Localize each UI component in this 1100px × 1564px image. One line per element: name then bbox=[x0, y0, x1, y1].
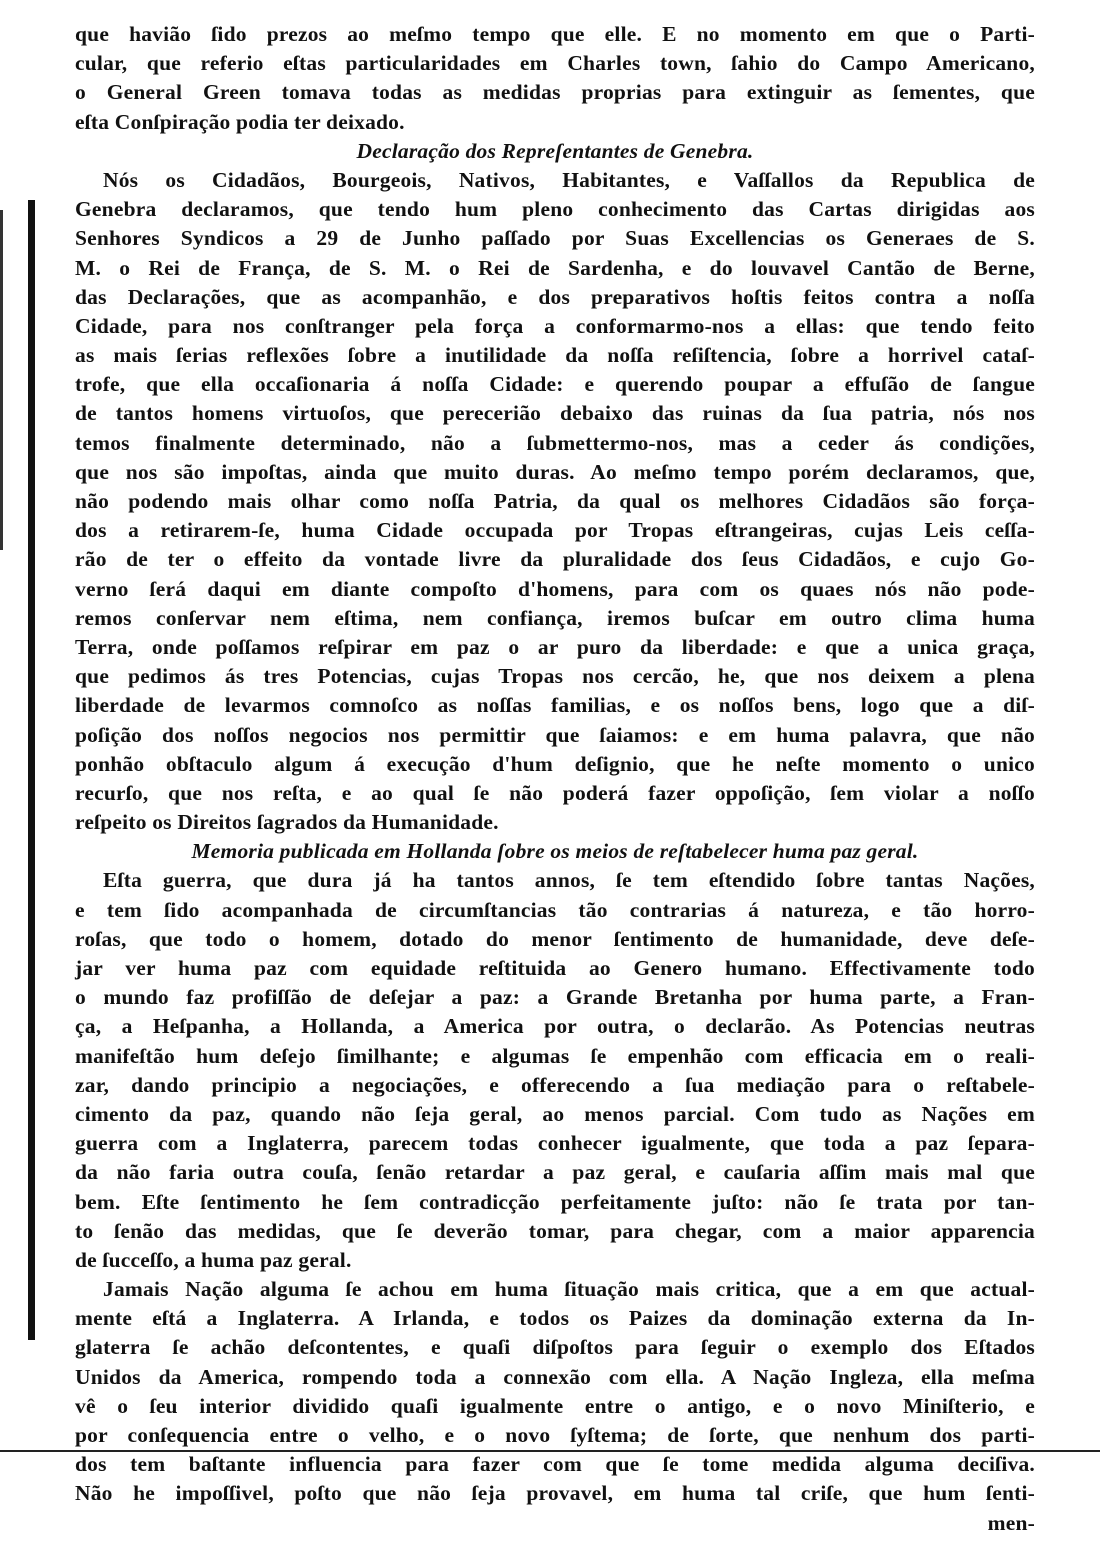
text-line: guerra com a Inglaterra, parecem todas conhecer igualmente, que toda a paz ſepara- bbox=[75, 1131, 1035, 1156]
text-line: dos a retirarem-ſe, huma Cidade occupada por Tropas eſtrangeiras, cujas Leis ceſſa- bbox=[75, 518, 1035, 543]
text-line: e tem ſido acompanhada de circumſtancias tão contrarias á natureza, e tão horro- bbox=[75, 897, 1035, 922]
text-line: Senhores Syndicos a 29 de Junho paſſado por Suas Excellencias os Generaes de S. bbox=[75, 226, 1035, 251]
text-line: jar ver huma paz com equidade reſtituida ao Genero humano. Effectivamente todo bbox=[75, 956, 1035, 980]
catchword: men- bbox=[987, 1510, 1035, 1535]
text-line: Jamais Nação alguma ſe achou em huma ſituação mais critica, que a em que actual- bbox=[103, 1277, 1035, 1302]
document-page bbox=[75, 20, 1035, 1538]
text-line: Nós os Cidadãos, Bourgeois, Nativos, Habitantes, e Vaſſallos da Republica de bbox=[103, 167, 1035, 192]
text-line: remos conſervar nem eſtima, nem confiança, iremos buſcar em outro clima huma bbox=[75, 605, 1035, 630]
text-line: cular, que referio eſtas particularidades em Charles town, ſahio do Campo Americano, bbox=[75, 51, 1035, 76]
text-line: Não he impoſſivel, poſto que não ſeja provavel, em huma tal criſe, que hum ſenti- bbox=[75, 1481, 1035, 1506]
text-line: reſpeito os Direitos ſagrados da Humanidade. bbox=[75, 810, 499, 835]
text-line: poſição dos noſſos negocios nos permittir que ſaiamos: e em huma palavra, que não bbox=[75, 722, 1035, 747]
text-line: cimento da paz, quando não ſeja geral, ao menos parcial. Com tudo as Nações em bbox=[75, 1101, 1035, 1126]
text-line: ponhão obſtaculo algum á execução d'hum deſignio, que he neſte momento o unico bbox=[75, 751, 1035, 776]
text-line: liberdade de levarmos comnoſco as noſſas familias, e os noſſos bens, logo que a diſ- bbox=[75, 693, 1035, 718]
text-line: zar, dando principio a negociações, e offerecendo a ſua mediação para o reſtabele- bbox=[75, 1072, 1035, 1097]
text-line: manifeſtão hum deſejo ſimilhante; e algumas ſe empenhão com efficacia em o reali- bbox=[75, 1043, 1035, 1068]
text-line: trofe, que ella occaſionaria á noſſa Cidade: e querendo poupar a effuſão de ſangue bbox=[75, 372, 1035, 397]
text-line: Cidade, para nos conſtranger pela força a conformarmo-nos a ellas: que tendo feito bbox=[75, 313, 1035, 338]
text-line: Terra, onde poſſamos reſpirar em paz o ar puro da liberdade: e que a unica graça, bbox=[75, 634, 1035, 659]
section-heading: Memoria publicada em Hollanda ſobre os meios de reſtabelecer huma paz geral. bbox=[191, 839, 919, 864]
text-line: não podendo mais olhar como noſſa Patria, da qual os melhores Cidadãos são força- bbox=[75, 489, 1035, 513]
text-line: Genebra declaramos, que tendo hum pleno conhecimento das Cartas dirigidas aos bbox=[75, 197, 1035, 222]
text-line: das Declarações, que as acompanhão, e dos preparativos hoſtis feitos contra a noſſa bbox=[75, 284, 1035, 309]
text-line: de ſucceſſo, a huma paz geral. bbox=[75, 1247, 352, 1272]
text-line: recurſo, que nos reſta, e ao qual ſe não poderá fazer oppoſição, ſem violar a noſſo bbox=[75, 780, 1035, 805]
text-line: verno ſerá daqui em diante compoſto d'homens, para com os quaes nós não pode- bbox=[75, 576, 1035, 601]
section-heading: Declaração dos Repreſentantes de Genebra. bbox=[356, 138, 754, 163]
text-line: eſta Conſpiração podia ter deixado. bbox=[75, 109, 405, 134]
text-line: por conſequencia entre o velho, e o novo ſyſtema; de ſorte, que nenhum dos parti- bbox=[75, 1423, 1035, 1447]
text-line: ça, a Heſpanha, a Hollanda, a America por outra, o declarão. As Potencias neutras bbox=[75, 1014, 1035, 1039]
text-line: rão de ter o effeito da vontade livre da pluralidade dos ſeus Cidadãos, e cujo Go- bbox=[75, 547, 1035, 572]
text-line: o General Green tomava todas as medidas proprias para extinguir as ſementes, que bbox=[75, 80, 1035, 105]
scan-edge-shadow bbox=[0, 210, 3, 550]
text-line: Unidos da America, rompendo toda a connexão com ella. A Nação Ingleza, ella meſma bbox=[75, 1364, 1035, 1389]
text-line: o mundo faz profiſſão de deſejar a paz: a Grande Bretanha por huma parte, a Fran- bbox=[75, 985, 1035, 1010]
text-line: glaterra ſe achão deſcontentes, e quaſi diſpoſtos para ſeguir o exemplo dos Eſtados bbox=[75, 1335, 1035, 1360]
text-line: mente eſtá a Inglaterra. A Irlanda, e todos os Paizes da dominação externa da In- bbox=[75, 1306, 1035, 1331]
binding-edge-bar bbox=[28, 200, 35, 1340]
text-line: M. o Rei de França, de S. M. o Rei de Sardenha, e do louvavel Cantão de Berne, bbox=[75, 255, 1035, 280]
text-line: to ſenão das medidas, que ſe deverão tomar, para chegar, com a maior apparencia bbox=[75, 1218, 1035, 1243]
text-line: de tantos homens virtuoſos, que perecerião debaixo das ruinas da ſua patria, nós nos bbox=[75, 401, 1035, 426]
text-line: as mais ſerias reflexões ſobre a inutilidade da noſſa reſiſtencia, ſobre a horrivel cataſ- bbox=[75, 343, 1035, 368]
text-line: roſas, que todo o homem, dotado do menor ſentimento de humanidade, deve deſe- bbox=[75, 926, 1035, 951]
text-line: temos finalmente determinado, não a ſubmettermo-nos, mas a ceder ás condições, bbox=[75, 430, 1035, 455]
text-line: que nos são impoſtas, ainda que muito duras. Ao meſmo tempo porém declaramos, que, bbox=[75, 459, 1035, 484]
text-line: bem. Eſte ſentimento he ſem contradicção perfeitamente juſto: não ſe trata por tan- bbox=[75, 1189, 1035, 1214]
text-line: que havião ſido prezos ao meſmo tempo que elle. E no momento em que o Parti- bbox=[75, 22, 1035, 46]
text-line: Eſta guerra, que dura já ha tantos annos, ſe tem eſtendido ſobre tantas Nações, bbox=[103, 868, 1035, 893]
text-line: vê o ſeu interior dividido quaſi igualmente entre o antigo, e o novo Miniſterio, e bbox=[75, 1393, 1035, 1418]
text-line: que pedimos ás tres Potencias, cujas Tropas nos cercão, he, que nos deixem a plena bbox=[75, 664, 1035, 689]
text-line: dos tem baſtante influencia para fazer com que ſe tome medida alguma deciſiva. bbox=[75, 1452, 1035, 1477]
text-line: da não faria outra couſa, ſenão retardar a paz geral, e cauſaria aſſim mais mal que bbox=[75, 1160, 1035, 1185]
